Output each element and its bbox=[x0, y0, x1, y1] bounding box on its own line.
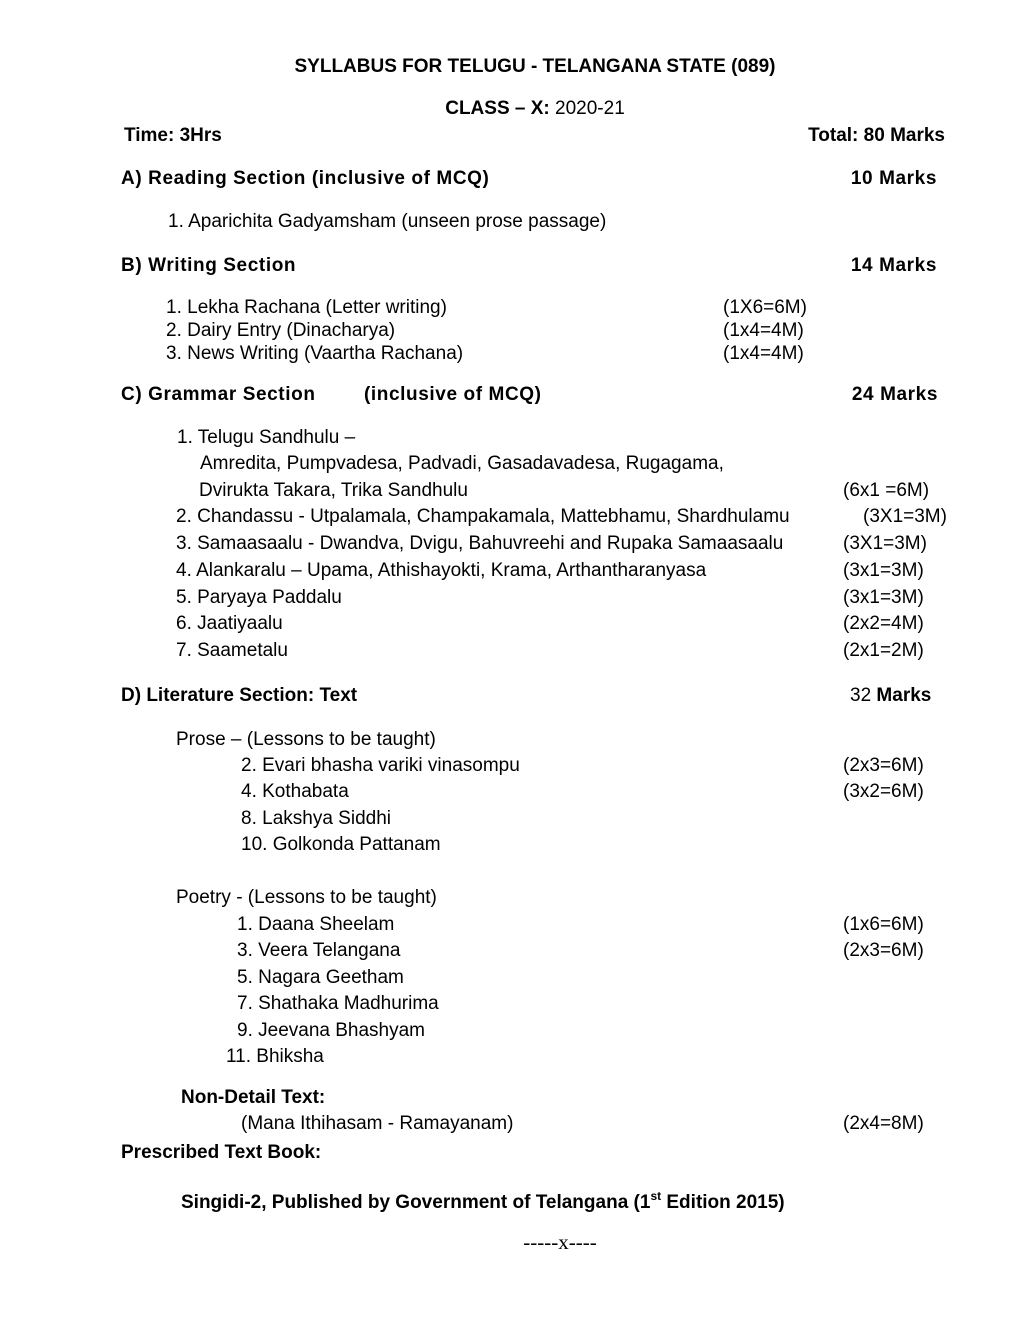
sandhulu-line: Dvirukta Takara, Trika Sandhulu bbox=[199, 480, 468, 501]
grammar-heading-note: (inclusive of MCQ) bbox=[364, 384, 542, 405]
non-detail-title: Non-Detail Text: bbox=[181, 1087, 326, 1108]
writing-item: 2. Dairy Entry (Dinacharya) bbox=[166, 320, 396, 341]
poetry-item-marks: (2x3=6M) bbox=[843, 940, 924, 961]
prose-item: 2. Evari bhasha variki vinasompu bbox=[241, 755, 520, 776]
grammar-item: 5. Paryaya Paddalu bbox=[176, 587, 342, 608]
class-label: CLASS – X: bbox=[445, 98, 550, 119]
prose-item-marks: (3x2=6M) bbox=[843, 781, 924, 802]
reading-item: 1. Aparichita Gadyamsham (unseen prose passage) bbox=[168, 211, 607, 232]
grammar-item: 6. Jaatiyaalu bbox=[176, 613, 283, 634]
total-marks: Total: 80 Marks bbox=[808, 125, 945, 146]
literature-marks-number: 32 bbox=[850, 685, 877, 706]
writing-marks: 14 Marks bbox=[850, 255, 937, 276]
poetry-item-marks: (1x6=6M) bbox=[843, 914, 924, 935]
prose-item: 4. Kothabata bbox=[241, 781, 349, 802]
textbook-line bbox=[181, 1185, 785, 1214]
poetry-item: 9. Jeevana Bhashyam bbox=[237, 1020, 426, 1041]
poetry-item: 11. Bhiksha bbox=[226, 1046, 324, 1067]
class-line bbox=[0, 98, 1024, 120]
page-title: SYLLABUS FOR TELUGU - TELANGANA STATE (089) bbox=[294, 56, 776, 77]
prose-item: 8. Lakshya Siddhi bbox=[241, 808, 391, 829]
writing-item: 1. Lekha Rachana (Letter writing) bbox=[166, 297, 447, 318]
grammar-item-marks: (3X1=3M) bbox=[843, 533, 927, 554]
poetry-item: 1. Daana Sheelam bbox=[237, 914, 395, 935]
writing-item-marks: (1x4=4M) bbox=[723, 343, 804, 364]
textbook-heading: Prescribed Text Book: bbox=[121, 1142, 322, 1163]
class-year: 2020-21 bbox=[549, 98, 625, 119]
sandhulu-title: 1. Telugu Sandhulu – bbox=[177, 427, 356, 448]
poetry-item: 3. Veera Telangana bbox=[237, 940, 401, 961]
grammar-item: 3. Samaasaalu - Dwandva, Dvigu, Bahuvreehi and Rupaka Samaasaalu bbox=[176, 533, 784, 554]
reading-marks: 10 Marks bbox=[850, 168, 937, 189]
grammar-item: 4. Alankaralu – Upama, Athishayokti, Krama, Arthantharanyasa bbox=[176, 560, 707, 581]
textbook-line-part1: Singidi-2, Published by Government of Telangana (1 bbox=[181, 1192, 651, 1213]
grammar-item-marks: (2x1=2M) bbox=[843, 640, 924, 661]
prose-title: Prose – (Lessons to be taught) bbox=[176, 729, 436, 750]
grammar-item-marks: (2x2=4M) bbox=[843, 613, 924, 634]
grammar-marks: 24 Marks bbox=[851, 384, 938, 405]
poetry-title: Poetry - (Lessons to be taught) bbox=[176, 887, 437, 908]
textbook-line-part2: Edition 2015) bbox=[661, 1192, 785, 1213]
grammar-heading: C) Grammar Section bbox=[121, 384, 316, 405]
textbook-line-superscript: st bbox=[650, 1189, 662, 1203]
writing-heading: B) Writing Section bbox=[121, 255, 297, 276]
writing-item: 3. News Writing (Vaartha Rachana) bbox=[166, 343, 464, 364]
end-mark: -----x---- bbox=[523, 1230, 597, 1254]
grammar-item: 2. Chandassu - Utpalamala, Champakamala, Mattebhamu, Shardhulamu bbox=[176, 506, 790, 527]
grammar-item-marks: (3X1=3M) bbox=[863, 506, 947, 527]
prose-item: 10. Golkonda Pattanam bbox=[241, 834, 441, 855]
poetry-item: 7. Shathaka Madhurima bbox=[237, 993, 439, 1014]
literature-marks-word: Marks bbox=[876, 685, 932, 706]
non-detail-marks: (2x4=8M) bbox=[843, 1113, 924, 1134]
prose-item-marks: (2x3=6M) bbox=[843, 755, 924, 776]
grammar-item: 7. Saametalu bbox=[176, 640, 288, 661]
writing-item-marks: (1X6=6M) bbox=[723, 297, 807, 318]
literature-marks bbox=[850, 685, 931, 707]
poetry-item: 5. Nagara Geetham bbox=[237, 967, 404, 988]
sandhulu-marks: (6x1 =6M) bbox=[843, 480, 930, 501]
time-label: Time: 3Hrs bbox=[124, 125, 222, 146]
sandhulu-line: Amredita, Pumpvadesa, Padvadi, Gasadavadesa, Rugagama, bbox=[200, 453, 724, 474]
literature-heading: D) Literature Section: Text bbox=[121, 685, 358, 706]
grammar-item-marks: (3x1=3M) bbox=[843, 587, 924, 608]
writing-item-marks: (1x4=4M) bbox=[723, 320, 804, 341]
reading-heading: A) Reading Section (inclusive of MCQ) bbox=[121, 168, 490, 189]
non-detail-text: (Mana Ithihasam - Ramayanam) bbox=[241, 1113, 514, 1134]
grammar-item-marks: (3x1=3M) bbox=[843, 560, 924, 581]
